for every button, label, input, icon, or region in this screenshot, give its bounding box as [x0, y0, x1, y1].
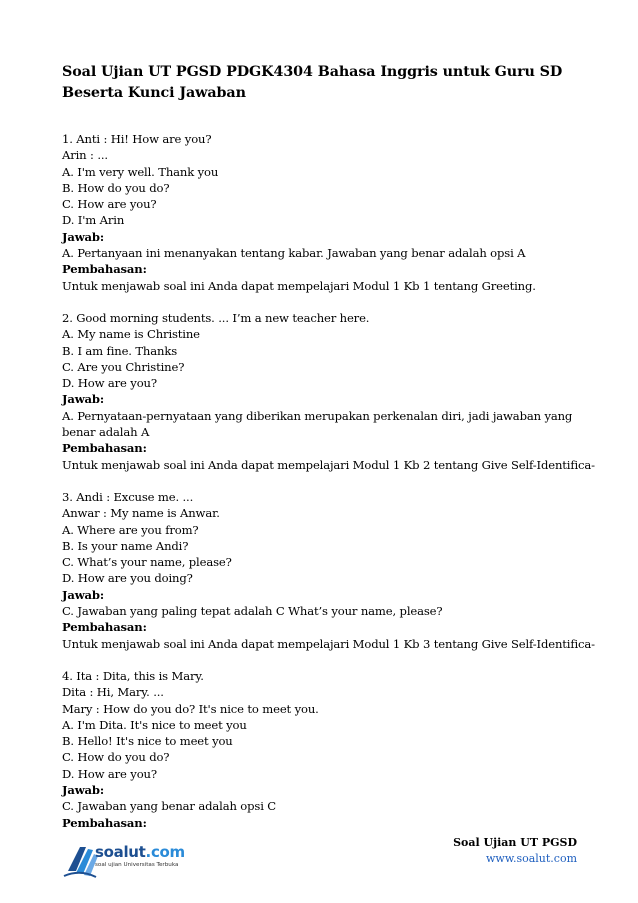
text-line: Untuk menjawab soal ini Anda dapat mempelajari Modul 1 Kb 2 tentang Give Self-Identifica-: [62, 457, 595, 472]
text-line: Dita : Hi, Mary. ...: [62, 685, 164, 700]
text-line: C. How are you?: [62, 197, 157, 212]
text-line: Untuk menjawab soal ini Anda dapat mempelajari Modul 1 Kb 3 tentang Give Self-Identifica-: [62, 636, 595, 651]
text-line: D. How are you?: [62, 766, 157, 781]
text-line: C. Are you Christine?: [62, 359, 185, 374]
text-line: C. Jawaban yang paling tepat adalah C What’s your name, please?: [62, 604, 443, 619]
text-line: B. Is your name Andi?: [62, 538, 189, 553]
text-line: benar adalah A: [62, 425, 150, 440]
section-label: Jawab:: [62, 229, 104, 244]
question-block: [62, 668, 582, 831]
text-line: C. How do you do?: [62, 750, 170, 765]
footer-url-link[interactable]: www.soalut.com: [486, 852, 577, 865]
text-line: D. How are you?: [62, 376, 157, 391]
section-label: Jawab:: [62, 392, 104, 407]
text-line: 3. Andi : Excuse me. ...: [62, 489, 194, 504]
section-label: Pembahasan:: [62, 262, 147, 277]
footer-right: [453, 835, 577, 867]
section-label: Jawab:: [62, 587, 104, 602]
text-line: C. What’s your name, please?: [62, 555, 232, 570]
footer-title: Soal Ujian UT PGSD: [453, 836, 577, 849]
document-title: Soal Ujian UT PGSD PDGK4304 Bahasa Inggris untuk Guru SD Beserta Kunci Jawaban: [62, 64, 563, 101]
section-label: Pembahasan:: [62, 620, 147, 635]
question-block: [62, 131, 582, 294]
section-label: Pembahasan:: [62, 815, 147, 830]
text-line: Untuk menjawab soal ini Anda dapat mempelajari Modul 1 Kb 1 tentang Greeting.: [62, 278, 536, 293]
text-line: B. Hello! It's nice to meet you: [62, 734, 233, 749]
text-line: D. I'm Arin: [62, 213, 125, 228]
text-line: Anwar : My name is Anwar.: [62, 506, 220, 521]
question-block: [62, 489, 595, 652]
section-label: Jawab:: [62, 782, 104, 797]
text-line: A. I'm Dita. It's nice to meet you: [62, 717, 247, 732]
logo-wordmark: soalut.com: [95, 843, 185, 861]
text-line: B. How do you do?: [62, 180, 170, 195]
text-line: 1. Anti : Hi! How are you?: [62, 132, 212, 146]
text-line: D. How are you doing?: [62, 571, 193, 586]
question-block: [62, 310, 595, 473]
document-page: [62, 62, 595, 847]
text-line: A. My name is Christine: [62, 327, 200, 342]
text-line: C. Jawaban yang benar adalah opsi C: [62, 799, 277, 814]
text-line: A. I'm very well. Thank you: [62, 164, 219, 179]
page-footer: [0, 835, 638, 895]
text-line: Arin : ...: [62, 148, 108, 163]
question-list: [62, 131, 595, 831]
text-line: A. Pernyataan-pernyataan yang diberikan merupakan perkenalan diri, jadi jawaban yang: [62, 408, 573, 423]
text-line: A. Where are you from?: [62, 522, 199, 537]
text-line: B. I am fine. Thanks: [62, 343, 177, 358]
section-label: Pembahasan:: [62, 441, 147, 456]
text-line: A. Pertanyaan ini menanyakan tentang kabar. Jawaban yang benar adalah opsi A: [62, 246, 526, 261]
text-line: 4. Ita : Dita, this is Mary.: [62, 668, 204, 683]
text-line: 2. Good morning students. ... I’m a new teacher here.: [62, 310, 370, 325]
logo-tagline: soal ujian Universitas Terbuka: [95, 862, 179, 868]
text-line: Mary : How do you do? It's nice to meet you.: [62, 701, 319, 716]
